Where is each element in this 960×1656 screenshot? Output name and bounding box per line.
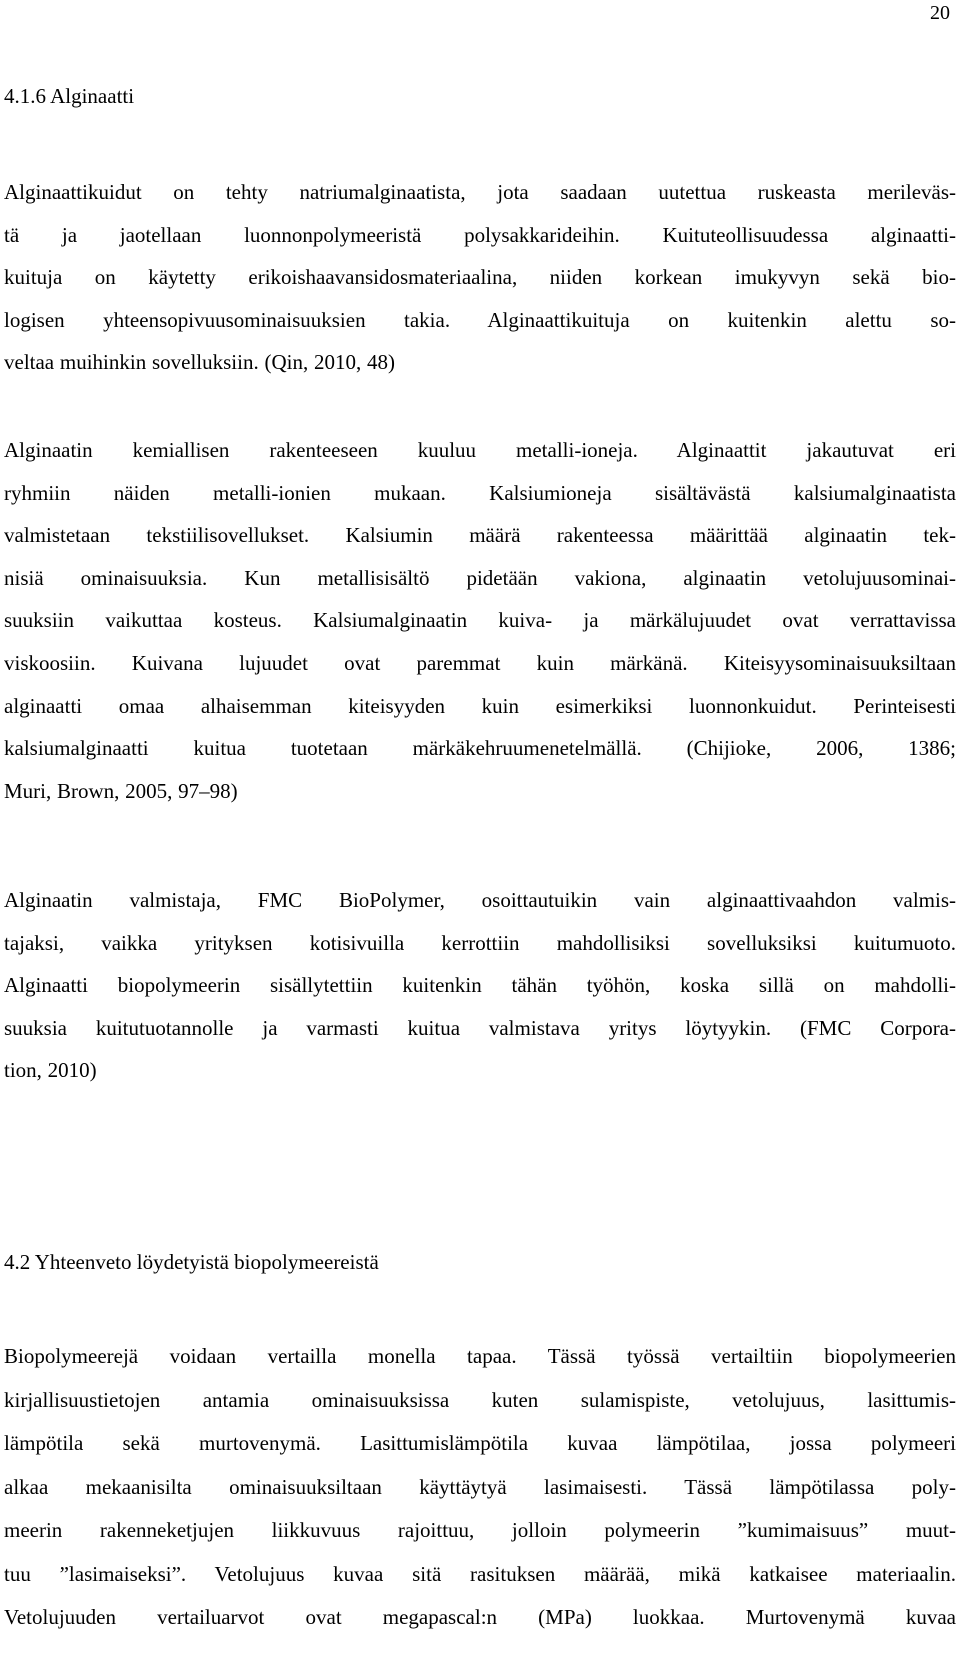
text-line: veltaa muihinkin sovelluksiin. (Qin, 2010, 48) (4, 350, 395, 374)
text-line: kuituja on käytetty erikoishaavansidosmateriaalina, niiden korkean imukyvyn sekä bio- (4, 265, 956, 289)
text-line: tuu ”lasimaiseksi”. Vetolujuus kuvaa sitä rasituksen määrää, mikä katkaisee materiaalin. (4, 1561, 956, 1586)
text-line: kirjallisuustietojen antamia ominaisuuksissa kuten sulamispiste, vetolujuus, lasittumis- (4, 1387, 956, 1412)
text-line: Muri, Brown, 2005, 97–98) (4, 778, 238, 803)
text-line: alkaa mekaanisilta ominaisuuksiltaan käyttäytyä lasimaisesti. Tässä lämpötilassa poly- (4, 1474, 956, 1499)
paragraph-yhteenveto-1 (4, 1335, 956, 1640)
text-line: tä ja jaotellaan luonnonpolymeeristä polysakkarideihin. Kuituteollisuudessa alginaatti- (4, 222, 956, 247)
text-line: Alginaattikuidut on tehty natriumalginaatista, jota saadaan uutettua ruskeasta merileväs- (4, 180, 956, 204)
text-line: tion, 2010) (4, 1058, 97, 1082)
text-line: viskoosiin. Kuivana lujuudet ovat paremmat kuin märkänä. Kiteisyysominaisuuksiltaan (4, 650, 956, 675)
text-line: Alginaatin kemiallisen rakenteeseen kuuluu metalli-ioneja. Alginaattit jakautuvat eri (4, 438, 956, 462)
section-heading-yhteenveto: 4.2 Yhteenveto löydetyistä biopolymeereistä (4, 1250, 379, 1274)
section-heading-alginaatti: 4.1.6 Alginaatti (4, 84, 135, 108)
text-line: suuksiin vaikuttaa kosteus. Kalsiumalginaatin kuiva- ja märkälujuudet ovat verrattavissa (4, 608, 956, 633)
text-line: Biopolymeerejä voidaan vertailla monella tapaa. Tässä työssä vertailtiin biopolymeerien (4, 1344, 956, 1368)
paragraph-alginaatti-3 (4, 879, 956, 1092)
page-number: 20 (930, 2, 950, 24)
text-line: suuksia kuitutuotannolle ja varmasti kuitua valmistava yritys löytyykin. (FMC Corpora- (4, 1015, 956, 1040)
text-line: Alginaatti biopolymeerin sisällytettiin kuitenkin tähän työhön, koska sillä on mahdolli- (4, 973, 956, 997)
text-line: Alginaatin valmistaja, FMC BioPolymer, osoittautuikin vain alginaattivaahdon valmis- (4, 888, 956, 912)
text-line: ryhmiin näiden metalli-ionien mukaan. Kalsiumioneja sisältävästä kalsiumalginaatista (4, 480, 956, 505)
paragraph-alginaatti-2 (4, 429, 956, 812)
text-line: kalsiumalginaatti kuitua tuotetaan märkäkehruumenetelmällä. (Chijioke, 2006, 1386; (4, 736, 956, 761)
text-line: meerin rakenneketjujen liikkuvuus rajoittuu, jolloin polymeerin ”kumimaisuus” muut- (4, 1518, 956, 1542)
text-line: nisiä ominaisuuksia. Kun metallisisältö pidetään vakiona, alginaatin vetolujuusominai- (4, 565, 956, 590)
text-line: valmistetaan tekstiilisovellukset. Kalsiumin määrä rakenteessa määrittää alginaatin tek- (4, 523, 956, 548)
text-line: lämpötila sekä murtovenymä. Lasittumislämpötila kuvaa lämpötilaa, jossa polymeeri (4, 1431, 956, 1455)
text-line: logisen yhteensopivuusominaisuuksien takia. Alginaattikuituja on kuitenkin alettu so- (4, 307, 956, 332)
text-line: alginaatti omaa alhaisemman kiteisyyden kuin esimerkiksi luonnonkuidut. Perinteisesti (4, 693, 956, 718)
text-line: Vetolujuuden vertailuarvot ovat megapascal:n (MPa) luokkaa. Murtovenymä kuvaa (4, 1605, 956, 1629)
paragraph-alginaatti-1 (4, 171, 956, 384)
text-line: tajaksi, vaikka yrityksen kotisivuilla kerrottiin mahdollisiksi sovelluksiksi kuitumuoto. (4, 930, 956, 955)
